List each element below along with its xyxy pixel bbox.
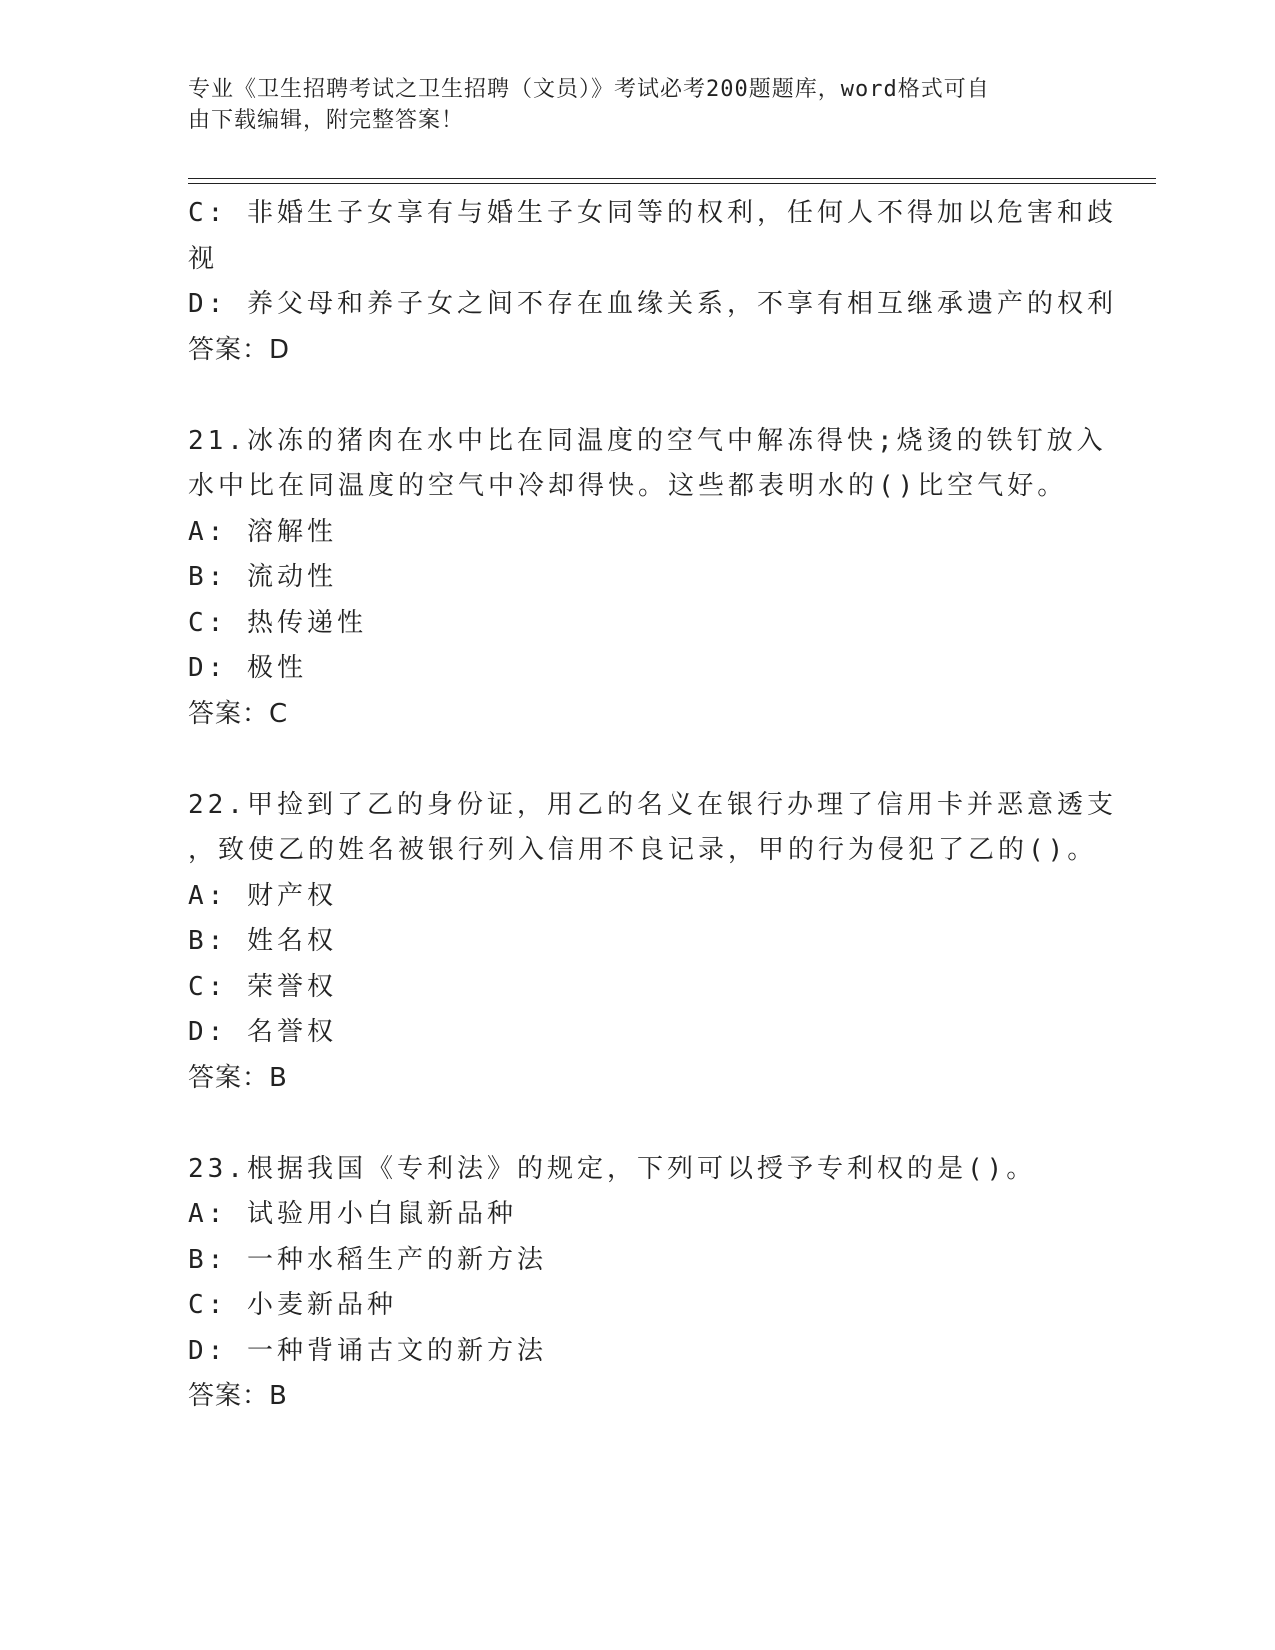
option-c: C: 荣誉权 (188, 971, 337, 1002)
question-21 (188, 419, 1107, 738)
option-d: D: 养父母和养子女之间不存在血缘关系，不享有相互继承遗产的权利 (188, 289, 1117, 319)
option-b: B: 一种水稻生产的新方法 (188, 1244, 547, 1275)
header-line-2: 由下载编辑，附完整答案！ (188, 108, 465, 133)
option-d: D: 极性 (188, 653, 307, 683)
option-d: D: 一种背诵古文的新方法 (188, 1335, 547, 1366)
question-stem-line-1: 23.根据我国《专利法》的规定，下列可以授予专利权的是()。 (188, 1153, 1037, 1184)
option-c-line-1: C: 非婚生子女享有与婚生子女同等的权利，任何人不得加以危害和歧 (188, 198, 1117, 228)
option-b: B: 姓名权 (188, 926, 337, 956)
question-22 (188, 783, 1117, 1102)
answer-line: 答案：C (188, 698, 289, 729)
header-divider-bottom (188, 183, 1156, 184)
option-a: A: 溶解性 (188, 516, 337, 547)
answer-line: 答案：B (188, 1381, 288, 1411)
document-header (188, 74, 1068, 136)
question-stem-line-1: 21.冰冻的猪肉在水中比在同温度的空气中解冻得快;烧烫的铁钉放入 (188, 425, 1107, 456)
option-c-line-2: 视 (188, 243, 219, 274)
question-stem-line-1: 22.甲捡到了乙的身份证，用乙的名义在银行办理了信用卡并恶意透支 (188, 789, 1117, 820)
option-b: B: 流动性 (188, 562, 337, 592)
option-d: D: 名誉权 (188, 1017, 337, 1047)
option-a: A: 试验用小白鼠新品种 (188, 1199, 517, 1229)
option-c: C: 小麦新品种 (188, 1290, 397, 1320)
option-c: C: 热传递性 (188, 607, 367, 638)
header-line-1: 专业《卫生招聘考试之卫生招聘（文员）》考试必考200题题库，word格式可自 (188, 77, 990, 102)
answer-line: 答案：B (188, 1062, 288, 1093)
question-23 (188, 1147, 1088, 1420)
question-list (188, 191, 1117, 1420)
option-a: A: 财产权 (188, 880, 337, 911)
question-20-tail (188, 191, 1117, 373)
answer-line: 答案：D (188, 334, 291, 365)
question-stem-line-2: 水中比在同温度的空气中冷却得快。这些都表明水的()比空气好。 (188, 471, 1068, 501)
question-stem-line-2: ，致使乙的姓名被银行列入信用不良记录，甲的行为侵犯了乙的()。 (188, 835, 1098, 865)
header-divider-top (188, 178, 1156, 179)
